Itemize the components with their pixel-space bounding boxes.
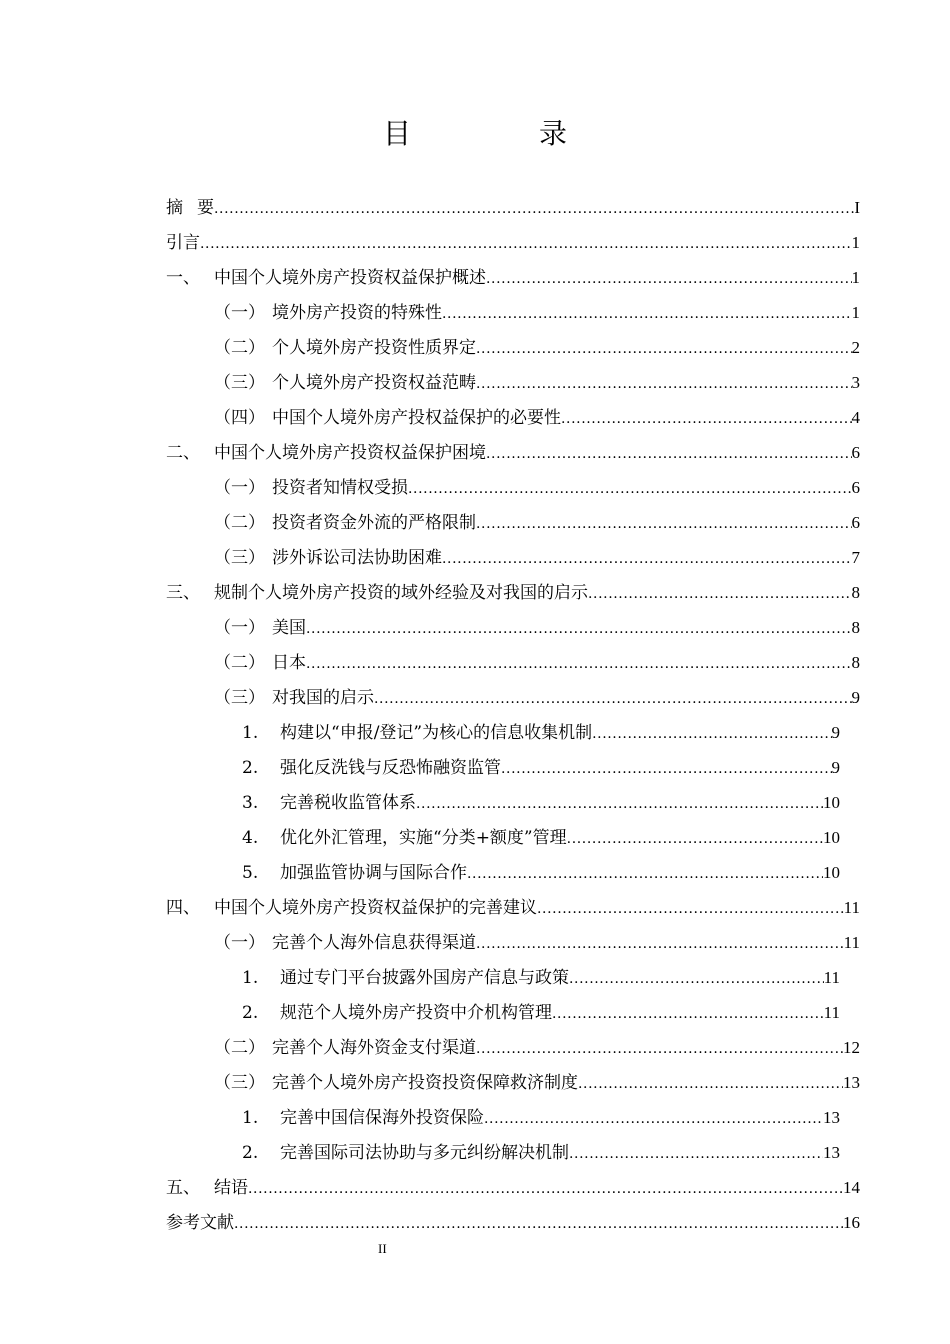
toc-entry-title: 参考文献 xyxy=(166,1213,234,1233)
toc-entry-page: 4 xyxy=(851,408,860,427)
dot-leader xyxy=(467,856,823,891)
toc-entry-page: 14 xyxy=(843,1178,860,1197)
page-number: II xyxy=(378,1241,387,1256)
toc-entry-page: 3 xyxy=(851,373,860,392)
toc-entry-title: 对我国的启示 xyxy=(272,688,374,708)
toc-entry-page: 10 xyxy=(823,863,840,882)
dot-leader xyxy=(476,1031,843,1066)
toc-entry[interactable] xyxy=(166,960,860,995)
toc-entry-page: 9 xyxy=(831,758,840,777)
toc-entry-page: 2 xyxy=(851,338,860,357)
toc-entry-number: （一） xyxy=(214,618,265,638)
toc-entry-number: 2. xyxy=(242,1003,259,1023)
toc-entry[interactable] xyxy=(166,680,860,715)
toc-entry-number: （二） xyxy=(214,338,265,358)
toc-entry-number: 二、 xyxy=(166,443,200,463)
toc-entry-title: 优化外汇管理，实施“分类+额度”管理 xyxy=(280,828,567,848)
toc-entry-title: 投资者资金外流的严格限制 xyxy=(272,513,476,533)
toc-entry-number: 一、 xyxy=(166,268,200,288)
toc-entry-page: 13 xyxy=(843,1073,860,1092)
toc-entry-number: （三） xyxy=(214,548,265,568)
toc-entry-page: 8 xyxy=(851,583,860,602)
toc-entry-page: 6 xyxy=(851,443,860,462)
dot-leader xyxy=(578,1066,843,1101)
toc-entry-page: 1 xyxy=(851,268,860,287)
dot-leader xyxy=(569,1136,823,1171)
toc-entry-number: 1. xyxy=(242,723,259,743)
dot-leader xyxy=(476,331,852,366)
toc-entry-title: 摘要 xyxy=(166,198,228,218)
toc-entry-number: （三） xyxy=(214,373,265,393)
dot-leader xyxy=(306,646,852,681)
toc-entry[interactable] xyxy=(166,1030,860,1065)
toc-entry[interactable] xyxy=(166,225,860,260)
toc-entry-page: 13 xyxy=(823,1143,840,1162)
toc-entry-title: 引言 xyxy=(166,233,200,253)
toc-entry[interactable] xyxy=(166,505,860,540)
toc-entry-title: 境外房产投资的特殊性 xyxy=(272,303,442,323)
toc-entry-number: 2. xyxy=(242,758,259,778)
toc-entry-title: 规范个人境外房产投资中介机构管理 xyxy=(280,1003,552,1023)
toc-entry-number: （一） xyxy=(214,303,265,323)
toc-entry-title: 构建以“申报/登记”为核心的信息收集机制 xyxy=(280,723,593,743)
toc-entry-title: 投资者知情权受损 xyxy=(272,478,408,498)
dot-leader xyxy=(567,821,823,856)
toc-entry-title: 完善国际司法协助与多元纠纷解决机制 xyxy=(280,1143,569,1163)
toc-entry-number: （二） xyxy=(214,513,265,533)
toc-entry-number: 5. xyxy=(242,863,259,883)
toc-entry-title: 结语 xyxy=(214,1178,248,1198)
toc-entry[interactable] xyxy=(166,470,860,505)
toc-entry[interactable] xyxy=(166,1205,860,1240)
toc-entry[interactable] xyxy=(166,750,860,785)
toc-entry-page: 11 xyxy=(843,933,860,952)
toc-entry-title: 加强监管协调与国际合作 xyxy=(280,863,467,883)
toc-entry-title: 中国个人境外房产投资权益保护的完善建议 xyxy=(214,898,537,918)
toc-entry-title: 中国个人境外房产投资权益保护困境 xyxy=(214,443,486,463)
dot-leader xyxy=(561,401,852,436)
toc-entry-number: 四、 xyxy=(166,898,200,918)
toc-entry-page: 6 xyxy=(851,513,860,532)
toc-entry-number: 1. xyxy=(242,1108,259,1128)
dot-leader xyxy=(486,436,852,471)
table-of-contents xyxy=(166,190,860,1240)
dot-leader xyxy=(484,1101,823,1136)
dot-leader xyxy=(592,716,831,751)
toc-entry-title: 中国个人境外房产投资权益保护概述 xyxy=(214,268,486,288)
toc-entry[interactable] xyxy=(166,820,860,855)
toc-entry[interactable] xyxy=(166,1135,860,1170)
toc-entry-page: 7 xyxy=(851,548,860,567)
toc-entry-title: 完善税收监管体系 xyxy=(280,793,416,813)
toc-entry-page: 12 xyxy=(843,1038,860,1057)
toc-entry[interactable] xyxy=(166,365,860,400)
dot-leader xyxy=(200,226,852,261)
dot-leader xyxy=(234,1206,843,1241)
toc-entry-page: 11 xyxy=(843,898,860,917)
toc-entry-number: 五、 xyxy=(166,1178,200,1198)
toc-entry[interactable] xyxy=(166,925,860,960)
toc-entry-page: 10 xyxy=(823,793,840,812)
toc-entry-title: 美国 xyxy=(272,618,306,638)
dot-leader xyxy=(476,506,852,541)
toc-entry-title: 通过专门平台披露外国房产信息与政策 xyxy=(280,968,569,988)
toc-entry-number: 4. xyxy=(242,828,259,848)
toc-entry-number: （一） xyxy=(214,478,265,498)
toc-entry-number: （二） xyxy=(214,1038,265,1058)
toc-entry-title: 中国个人境外房产投权益保护的必要性 xyxy=(272,408,561,428)
toc-entry[interactable] xyxy=(166,610,860,645)
dot-leader xyxy=(248,1171,843,1206)
toc-entry-number: （三） xyxy=(214,1073,265,1093)
toc-entry-title: 完善个人海外资金支付渠道 xyxy=(272,1038,476,1058)
toc-entry-page: 16 xyxy=(843,1213,860,1232)
toc-entry[interactable] xyxy=(166,435,860,470)
toc-entry-page: 6 xyxy=(851,478,860,497)
dot-leader xyxy=(501,751,832,786)
toc-entry[interactable] xyxy=(166,540,860,575)
dot-leader xyxy=(442,541,852,576)
toc-entry-page: I xyxy=(854,198,860,217)
toc-entry-title: 规制个人境外房产投资的域外经验及对我国的启示 xyxy=(214,583,588,603)
dot-leader xyxy=(442,296,852,331)
toc-entry-number: （一） xyxy=(214,933,265,953)
dot-leader xyxy=(306,611,852,646)
toc-entry-title: 日本 xyxy=(272,653,306,673)
toc-entry[interactable] xyxy=(166,400,860,435)
toc-entry-title: 个人境外房产投资权益范畴 xyxy=(272,373,476,393)
toc-entry[interactable] xyxy=(166,890,860,925)
toc-entry-number: 1. xyxy=(242,968,259,988)
toc-entry-title: 完善个人境外房产投资投资保障救济制度 xyxy=(272,1073,578,1093)
toc-entry[interactable] xyxy=(166,1170,860,1205)
dot-leader xyxy=(408,471,852,506)
toc-entry-number: （三） xyxy=(214,688,265,708)
dot-leader xyxy=(214,191,854,226)
toc-entry-page: 9 xyxy=(831,723,840,742)
dot-leader xyxy=(569,961,824,996)
dot-leader xyxy=(486,261,852,296)
toc-entry[interactable] xyxy=(166,995,860,1030)
dot-leader xyxy=(552,996,824,1031)
toc-entry-page: 1 xyxy=(851,233,860,252)
toc-entry[interactable] xyxy=(166,855,860,890)
toc-entry-number: 3. xyxy=(242,793,259,813)
dot-leader xyxy=(476,366,852,401)
toc-entry-page: 8 xyxy=(851,618,860,637)
toc-entry-page: 11 xyxy=(823,1003,840,1022)
toc-entry-page: 13 xyxy=(823,1108,840,1127)
toc-entry-title: 个人境外房产投资性质界定 xyxy=(272,338,476,358)
toc-entry[interactable] xyxy=(166,260,860,295)
toc-entry[interactable] xyxy=(166,295,860,330)
toc-entry[interactable] xyxy=(166,1065,860,1100)
toc-entry-page: 10 xyxy=(823,828,840,847)
dot-leader xyxy=(537,891,844,926)
toc-entry[interactable] xyxy=(166,330,860,365)
toc-entry-title: 完善个人海外信息获得渠道 xyxy=(272,933,476,953)
toc-entry-number: （四） xyxy=(214,408,265,428)
dot-leader xyxy=(416,786,823,821)
toc-entry[interactable] xyxy=(166,190,860,225)
page-title: 目 录 xyxy=(382,117,617,150)
toc-entry-title: 涉外诉讼司法协助困难 xyxy=(272,548,442,568)
toc-entry-number: 2. xyxy=(242,1143,259,1163)
toc-entry-page: 9 xyxy=(851,688,860,707)
toc-entry-title: 完善中国信保海外投资保险 xyxy=(280,1108,484,1128)
toc-entry-page: 11 xyxy=(823,968,840,987)
toc-entry-page: 1 xyxy=(851,303,860,322)
toc-entry-number: 三、 xyxy=(166,583,200,603)
toc-entry[interactable] xyxy=(166,715,860,750)
toc-entry-number: （二） xyxy=(214,653,265,673)
toc-entry[interactable] xyxy=(166,785,860,820)
toc-entry-title: 强化反洗钱与反恐怖融资监管 xyxy=(280,758,501,778)
dot-leader xyxy=(374,681,852,716)
dot-leader xyxy=(588,576,852,611)
toc-entry[interactable] xyxy=(166,645,860,680)
toc-entry[interactable] xyxy=(166,575,860,610)
toc-entry-page: 8 xyxy=(851,653,860,672)
toc-entry[interactable] xyxy=(166,1100,860,1135)
dot-leader xyxy=(476,926,844,961)
